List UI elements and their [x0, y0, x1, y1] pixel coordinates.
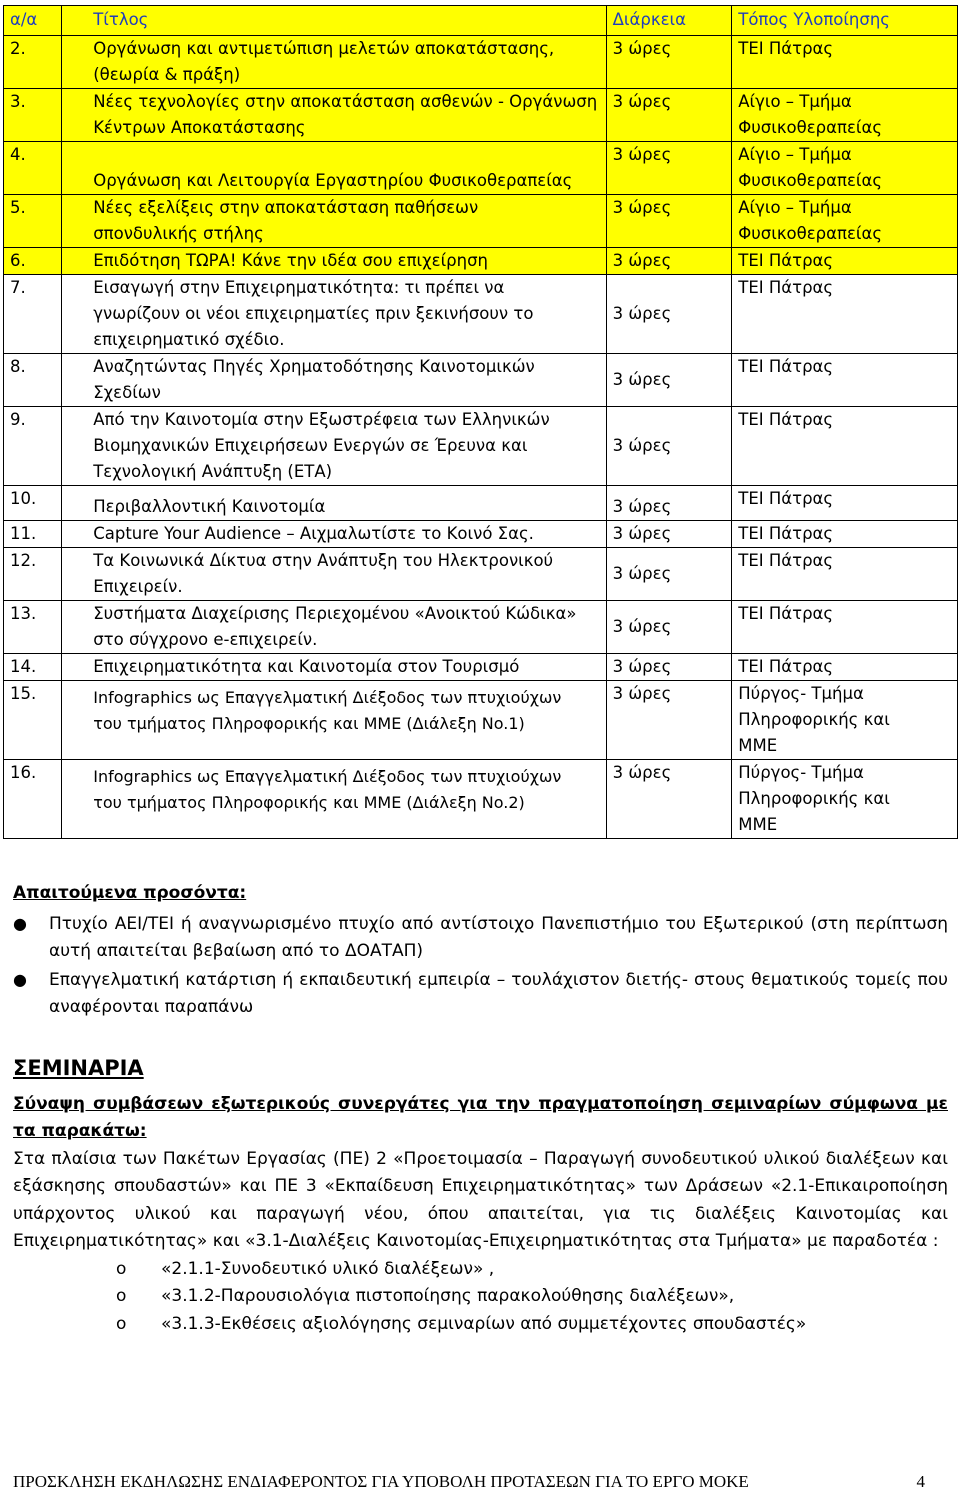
row-place-text: Αίγιο – Τμήμα Φυσικοθεραπείας — [738, 145, 883, 190]
table-row — [4, 486, 958, 521]
row-duration: 3 ώρες — [606, 36, 732, 89]
row-duration: 3 ώρες — [606, 407, 732, 486]
row-title — [62, 36, 606, 89]
seminars-heading: ΣΕΜΙΝΑΡΙΑ — [13, 1056, 144, 1080]
row-place — [732, 195, 958, 248]
row-num: 15. — [4, 681, 62, 760]
table-row — [4, 521, 958, 548]
row-duration: 3 ώρες — [606, 89, 732, 142]
row-title-text: Infographics ως Επαγγελματική Διέξοδος των πτυχιούχων του τμήματος Πληροφορικής και ΜΜΕ (Διάλεξη No.2) — [93, 767, 562, 812]
row-title — [62, 521, 606, 548]
row-place — [732, 681, 958, 760]
row-title — [62, 760, 606, 839]
table-row — [4, 142, 958, 195]
bullet-icon: o — [116, 1286, 127, 1306]
deliverable-text: «2.1.1-Συνοδευτικό υλικό διαλέξεων» , — [161, 1258, 495, 1279]
row-title-text: Νέες τεχνολογίες στην αποκατάσταση ασθενών - Οργάνωση Κέντρων Αποκατάστασης — [93, 92, 598, 137]
row-title — [62, 89, 606, 142]
row-title — [62, 248, 606, 275]
row-duration: 3 ώρες — [606, 275, 732, 354]
row-duration: 3 ώρες — [606, 248, 732, 275]
table-row — [4, 195, 958, 248]
row-num: 12. — [4, 548, 62, 601]
row-place: ΤΕΙ Πάτρας — [732, 486, 958, 521]
seminars-body: Στα πλαίσια των Πακέτων Εργασίας (ΠΕ) 2 «Προετοιμασία – Παραγωγή συνοδευτικού υλικού διαλέξεων και εξάσκησης σπουδαστών» και ΠΕ 3 «Εκπαίδευση Επιχειρηματικότητας» των Δράσεων «2.1-Επικαιροποίηση υπάρχοντος υλικού και παραγωγή νέου, όπου απαιτείται, για τις διαλέξεις Καινοτομίας και Επιχειρηματικότητας» και «3.1-Διαλέξεις Καινοτομίας-Επιχειρηματικότητας στα Τμήματα» με παραδοτέα : — [13, 1148, 948, 1251]
requirements-section — [13, 880, 948, 1022]
header-title-text: Τίτλος — [93, 10, 149, 29]
requirement-text: Επαγγελματική κατάρτιση ή εκπαιδευτική εμπειρία – τουλάχιστον διετής- στους θεματικούς τομείς που αναφέρονται παραπάνω — [49, 969, 948, 1017]
row-title-text: Τα Κοινωνικά Δίκτυα στην Ανάπτυξη του Ηλεκτρονικού Επιχειρείν. — [93, 551, 554, 596]
table-row — [4, 407, 958, 486]
row-num: 7. — [4, 275, 62, 354]
row-duration: 3 ώρες — [606, 142, 732, 195]
header-place: Τόπος Υλοποίησης — [732, 6, 958, 36]
courses-table — [3, 5, 958, 839]
row-num: 11. — [4, 521, 62, 548]
row-place: ΤΕΙ Πάτρας — [732, 248, 958, 275]
header-num: α/α — [4, 6, 62, 36]
bullet-icon: ● — [13, 913, 27, 933]
requirements-heading: Απαιτούμενα προσόντα: — [13, 883, 247, 903]
row-title — [62, 354, 606, 407]
row-place: ΤΕΙ Πάτρας — [732, 354, 958, 407]
row-title — [62, 486, 606, 521]
table-row — [4, 89, 958, 142]
row-title — [62, 407, 606, 486]
row-duration: 3 ώρες — [606, 195, 732, 248]
requirement-item — [13, 966, 948, 1022]
seminars-section — [13, 1055, 948, 1338]
row-title-text: Infographics ως Επαγγελματική Διέξοδος των πτυχιούχων του τμήματος Πληροφορικής και ΜΜΕ (Διάλεξη No.1) — [93, 688, 562, 733]
row-title-text: Από την Καινοτομία στην Εξωστρέφεια των Ελληνικών Βιομηχανικών Επιχειρήσεων Ενεργών σε Έρευνα και Τεχνολογική Ανάπτυξη (ΕΤΑ) — [93, 410, 550, 481]
row-duration: 3 ώρες — [606, 486, 732, 521]
footer-text: ΠΡΟΣΚΛΗΣΗ ΕΚΔΗΛΩΣΗΣ ΕΝΔΙΑΦΕΡΟΝΤΟΣ ΓΙΑ ΥΠΟΒΟΛΗ ΠΡΟΤΑΣΕΩΝ ΓΙΑ ΤΟ ΕΡΓΟ ΜΟΚΕ — [13, 1472, 749, 1491]
row-place: ΤΕΙ Πάτρας — [732, 548, 958, 601]
row-place — [732, 142, 958, 195]
row-num: 8. — [4, 354, 62, 407]
table-row — [4, 36, 958, 89]
row-duration: 3 ώρες — [606, 760, 732, 839]
row-duration: 3 ώρες — [606, 654, 732, 681]
requirement-text: Πτυχίο ΑΕΙ/ΤΕΙ ή αναγνωρισμένο πτυχίο από αντίστοιχο Πανεπιστήμιο του Εξωτερικού (στη περίπτωση αυτή απαιτείται βεβαίωση από το ΔΟΑΤΑΠ) — [49, 913, 948, 961]
row-title — [62, 548, 606, 601]
header-title — [62, 6, 606, 36]
row-num: 5. — [4, 195, 62, 248]
row-num: 13. — [4, 601, 62, 654]
row-title-text: Συστήματα Διαχείρισης Περιεχομένου «Ανοικτού Κώδικα» στο σύγχρονο e-επιχειρείν. — [93, 604, 577, 649]
page-footer — [13, 1472, 925, 1492]
row-title-text: Αναζητώντας Πηγές Χρηματοδότησης Καινοτομικών Σχεδίων — [93, 357, 535, 402]
row-num: 14. — [4, 654, 62, 681]
row-num: 6. — [4, 248, 62, 275]
row-num: 16. — [4, 760, 62, 839]
table-row — [4, 681, 958, 760]
deliverable-text: «3.1.2-Παρουσιολόγια πιστοποίησης παρακολούθησης διαλέξεων», — [161, 1286, 735, 1306]
bullet-icon: o — [116, 1313, 127, 1334]
row-title — [62, 195, 606, 248]
deliverable-text: «3.1.3-Εκθέσεις αξιολόγησης σεμιναρίων από συμμετέχοντες σπουδαστές» — [161, 1313, 807, 1334]
page-number: 4 — [916, 1472, 925, 1491]
table-row — [4, 248, 958, 275]
row-title-text: Εισαγωγή στην Επιχειρηματικότητα: τι πρέπει να γνωρίζουν οι νέοι επιχειρηματίες πριν ξεκινήσουν το επιχειρηματικό σχέδιο. — [93, 278, 534, 349]
table-row — [4, 354, 958, 407]
bullet-icon: ● — [13, 969, 27, 989]
row-title-text: Επιδότηση ΤΩΡΑ! Κάνε την ιδέα σου επιχείρηση — [93, 251, 488, 270]
row-duration: 3 ώρες — [606, 354, 732, 407]
table-row — [4, 760, 958, 839]
row-place: ΤΕΙ Πάτρας — [732, 36, 958, 89]
row-place: ΤΕΙ Πάτρας — [732, 654, 958, 681]
row-title-text: Οργάνωση και Λειτουργία Εργαστηρίου Φυσικοθεραπείας — [93, 171, 573, 190]
table-row — [4, 601, 958, 654]
table-row — [4, 548, 958, 601]
row-place — [732, 89, 958, 142]
deliverables-list — [13, 1256, 948, 1339]
deliverable-item — [116, 1311, 948, 1339]
header-duration: Διάρκεια — [606, 6, 732, 36]
row-place: ΤΕΙ Πάτρας — [732, 275, 958, 354]
row-place-text: Αίγιο – Τμήμα Φυσικοθεραπείας — [738, 198, 883, 243]
row-title-text: Capture Your Audience – Αιχμαλωτίστε το Κοινό Σας. — [93, 524, 534, 543]
requirement-item — [13, 910, 948, 966]
row-title — [62, 601, 606, 654]
row-duration: 3 ώρες — [606, 601, 732, 654]
deliverable-item — [116, 1283, 948, 1311]
row-num: 3. — [4, 89, 62, 142]
row-place-text: Πύργος- Τμήμα Πληροφορικής και ΜΜΕ — [738, 763, 890, 834]
row-num: 10. — [4, 486, 62, 521]
row-place — [732, 760, 958, 839]
deliverable-item — [116, 1256, 948, 1284]
row-title — [62, 275, 606, 354]
row-place: ΤΕΙ Πάτρας — [732, 521, 958, 548]
row-num: 9. — [4, 407, 62, 486]
seminars-subheading: Σύναψη συμβάσεων εξωτερικούς συνεργάτες για την πραγματοποίηση σεμιναρίων σύμφωνα με τα παρακάτω: — [13, 1093, 948, 1141]
row-duration: 3 ώρες — [606, 681, 732, 760]
table-header-row — [4, 6, 958, 36]
row-title — [62, 654, 606, 681]
table-row — [4, 275, 958, 354]
row-title-text: Επιχειρηματικότητα και Καινοτομία στον Τουρισμό — [93, 657, 520, 676]
row-title-text: Περιβαλλοντική Καινοτομία — [93, 497, 326, 516]
row-place: ΤΕΙ Πάτρας — [732, 601, 958, 654]
row-title-text: Οργάνωση και αντιμετώπιση μελετών αποκατάστασης, (θεωρία & πράξη) — [93, 39, 555, 84]
row-duration: 3 ώρες — [606, 548, 732, 601]
row-num: 4. — [4, 142, 62, 195]
bullet-icon: o — [116, 1258, 127, 1279]
row-place-text: Αίγιο – Τμήμα Φυσικοθεραπείας — [738, 92, 883, 137]
row-title-text: Νέες εξελίξεις στην αποκατάσταση παθήσεων σπονδυλικής στήλης — [93, 198, 479, 243]
row-title — [62, 681, 606, 760]
row-num: 2. — [4, 36, 62, 89]
row-place-text: Πύργος- Τμήμα Πληροφορικής και ΜΜΕ — [738, 684, 890, 755]
row-place: ΤΕΙ Πάτρας — [732, 407, 958, 486]
row-title — [62, 142, 606, 195]
table-row — [4, 654, 958, 681]
row-duration: 3 ώρες — [606, 521, 732, 548]
requirements-list — [13, 910, 948, 1022]
